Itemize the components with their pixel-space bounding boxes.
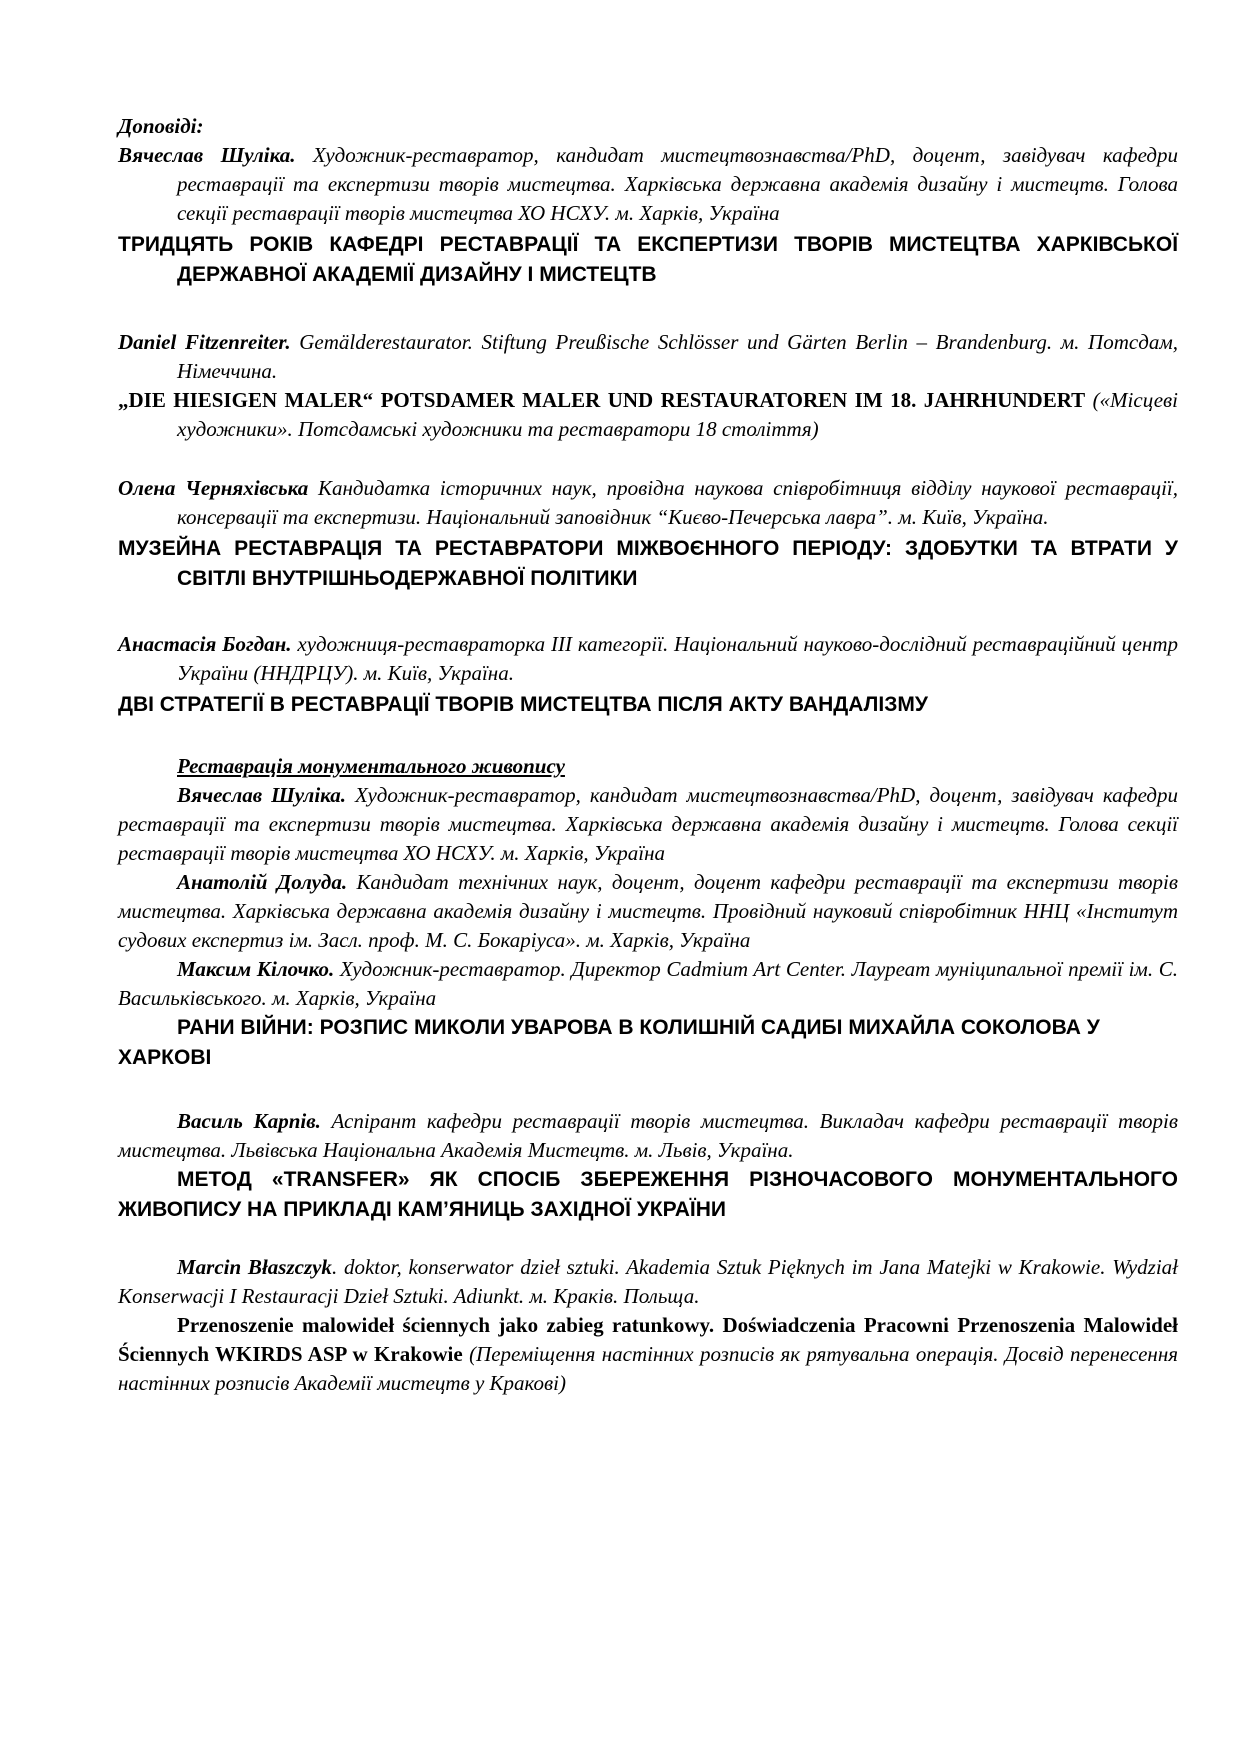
report-title: Przenoszenie malowideł ściennych jako zabieg ratunkowy. Doświadczenia Pracowni Przenoszenia Malowideł Ściennych WKIRDS ASP w Krakowie	[118, 1313, 1178, 1366]
report-title: РАНИ ВІЙНИ: РОЗПИС МИКОЛИ УВАРОВА В КОЛИШНІЙ САДИБІ МИХАЙЛА СОКОЛОВА У ХАРКОВІ	[118, 1016, 1100, 1069]
author-affiliation: Аспірант кафедри реставрації творів мистецтва. Викладач кафедри реставрації творів мистецтва. Львівська Національна Академія Мистецтв. м. Львів, Україна.	[118, 1109, 1178, 1162]
author-name: Максим Кілочко.	[177, 957, 335, 981]
entry-bohdan-affiliation	[118, 630, 1178, 688]
author-affiliation: Кандидат технічних наук, доцент, доцент кафедри реставрації та експертизи творів мистецтва. Харківська державна академія дизайну і мистецтв. Провідний науковий співробітник ННЦ «Інститут судових експертиз ім. Засл. проф. М. С. Бокаріуса». м. Харків, Україна	[118, 870, 1178, 952]
entry-shulika-2-affiliation	[118, 781, 1178, 868]
report-title: МЕТОД «TRANSFER» ЯК СПОСІБ ЗБЕРЕЖЕННЯ РІЗНОЧАСОВОГО МОНУМЕНТАЛЬНОГО ЖИВОПИСУ НА ПРИКЛАДІ КАМ’ЯНИЦЬ ЗАХІДНОЇ УКРАЇНИ	[118, 1168, 1178, 1221]
report-title: ДВІ СТРАТЕГІЇ В РЕСТАВРАЦІЇ ТВОРІВ МИСТЕЦТВА ПІСЛЯ АКТУ ВАНДАЛІЗМУ	[118, 693, 928, 716]
author-affiliation: Художник-реставратор. Директор Cadmium Art Center. Лауреат муніципальної премії ім. С. Васильківського. м. Харків, Україна	[118, 957, 1178, 1010]
report-title-block	[118, 386, 1178, 444]
entry-blaszczyk-affiliation	[118, 1253, 1178, 1311]
report-subtitle: (Переміщення настінних розписів як рятувальна операція. Досвід перенесення настінних розписів Академії мистецтв у Кракові)	[118, 1342, 1179, 1395]
author-name: Daniel Fitzenreiter.	[118, 330, 291, 354]
report-title-block	[118, 1311, 1178, 1398]
author-name: Олена Черняхівська	[118, 476, 309, 500]
author-name: Вячеслав Шуліка.	[118, 143, 296, 167]
author-affiliation: художниця-реставраторка ІІІ категорії. Національний науково-дослідний реставраційний центр України (ННДРЦУ). м. Київ, Україна.	[177, 632, 1178, 685]
author-affiliation: Художник-реставратор, кандидат мистецтвознавства/PhD, доцент, завідувач кафедри реставрації та експертизи творів мистецтва. Харківська державна академія дизайну і мистецтв. Голова секції реставрації творів мистецтва ХО НСХУ. м. Харків, Україна	[177, 143, 1179, 225]
entry-karpiv-affiliation	[118, 1107, 1178, 1165]
author-affiliation: Кандидатка історичних наук, провідна наукова співробітниця відділу наукової реставрації, консервації та експертизи. Національний заповідник “Києво-Печерська лавра”. м. Київ, Україна.	[177, 476, 1178, 529]
author-affiliation: . doktor, konserwator dzieł sztuki. Akademia Sztuk Pięknych im Jana Matejki w Krakowie. Wydział Konserwacji I Restauracji Dzieł Sztuki. Adiunkt. м. Краків. Польща.	[118, 1255, 1178, 1308]
report-subtitle: («Місцеві художники». Потсдамські художники та реставратори 18 століття)	[177, 388, 1179, 441]
entry-fitzenreiter-affiliation	[118, 328, 1178, 386]
author-name: Анатолій Долуда.	[177, 870, 348, 894]
author-name: Анастасія Богдан.	[118, 632, 292, 656]
section-heading: Реставрація монументального живопису	[177, 754, 565, 778]
entry-cherniakhivska-affiliation	[118, 474, 1178, 532]
entry-kilochko-affiliation	[118, 955, 1178, 1013]
entry-doluda-affiliation	[118, 868, 1178, 955]
report-title: ТРИДЦЯТЬ РОКІВ КАФЕДРІ РЕСТАВРАЦІЇ ТА ЕКСПЕРТИЗИ ТВОРІВ МИСТЕЦТВА ХАРКІВСЬКОЇ ДЕРЖАВНОЇ АКАДЕМІЇ ДИЗАЙНУ І МИСТЕЦТВ	[118, 233, 1178, 286]
author-name: Вячеслав Шуліка.	[177, 783, 347, 807]
report-title: МУЗЕЙНА РЕСТАВРАЦІЯ ТА РЕСТАВРАТОРИ МІЖВОЄННОГО ПЕРІОДУ: ЗДОБУТКИ ТА ВТРАТИ У СВІТЛІ ВНУТРІШНЬОДЕРЖАВНОЇ ПОЛІТИКИ	[118, 537, 1178, 590]
author-affiliation: Gemälderestaurator. Stiftung Preußische Schlösser und Gärten Berlin – Brandenburg. м. Потсдам, Німеччина.	[177, 330, 1178, 383]
author-name: Василь Карпів.	[177, 1109, 321, 1133]
author-name: Marcin Błaszczyk	[177, 1255, 332, 1279]
entry-shulika-affiliation	[118, 141, 1178, 228]
document-page	[118, 112, 1178, 1398]
report-title: „DIE HIESIGEN MALER“ POTSDAMER MALER UND RESTAURATOREN IM 18. JAHRHUNDERT	[118, 388, 1086, 412]
author-affiliation: Художник-реставратор, кандидат мистецтвознавства/PhD, доцент, завідувач кафедри реставрації та експертизи творів мистецтва. Харківська державна академія дизайну і мистецтв. Голова секції реставрації творів мистецтва ХО НСХУ. м. Харків, Україна	[118, 783, 1178, 865]
reports-heading: Доповіді:	[118, 114, 204, 138]
